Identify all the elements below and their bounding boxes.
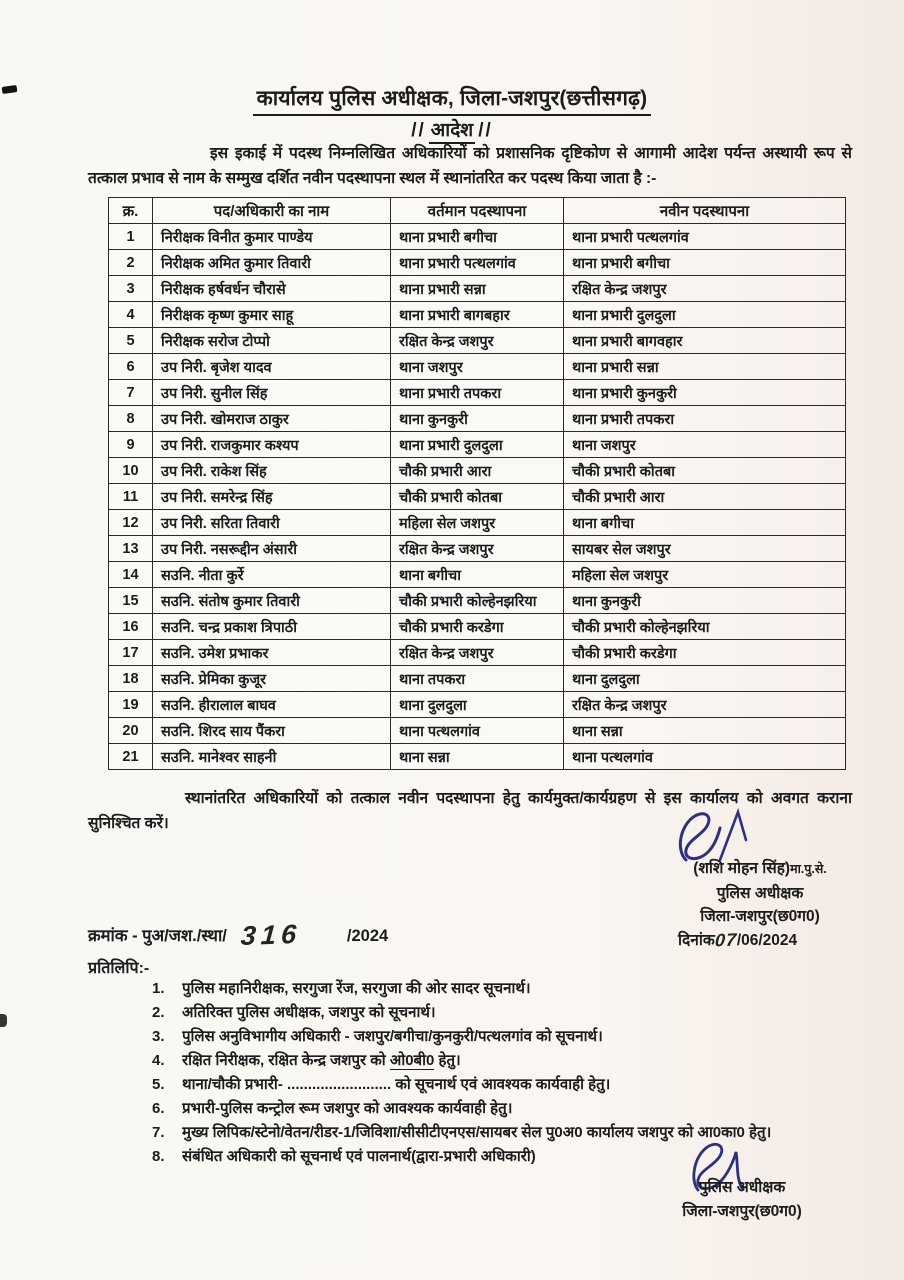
new-posting-cell: थाना दुलदुला (564, 666, 846, 692)
current-posting-cell: चौकी प्रभारी करडेगा (391, 614, 564, 640)
new-posting-cell: थाना प्रभारी तपकरा (564, 406, 846, 432)
copy-item-number: 8. (152, 1148, 165, 1165)
table-row (109, 432, 846, 458)
new-posting-cell: थाना प्रभारी दुलदुला (564, 302, 846, 328)
copy-item-number: 5. (152, 1076, 165, 1093)
serial-label: क्रमांक - पुअ/जश./स्था/ (88, 927, 227, 945)
current-posting-cell: रक्षित केन्द्र जशपुर (391, 328, 564, 354)
officer-name-cell: उप निरी. बृजेश यादव (153, 354, 391, 380)
copy-list-item (152, 1025, 858, 1049)
officer-name-cell: सउनि. हीरालाल बाघव (153, 692, 391, 718)
order-heading-suffix: // (478, 120, 493, 141)
table-row (109, 562, 846, 588)
copy-item-text (182, 1025, 858, 1049)
serial-cell: 18 (109, 666, 153, 692)
current-posting-cell: थाना प्रभारी बगीचा (391, 224, 564, 250)
table-row (109, 458, 846, 484)
table-row (109, 328, 846, 354)
serial-cell: 8 (109, 406, 153, 432)
current-posting-cell: थाना सन्ना (391, 744, 564, 770)
serial-cell: 7 (109, 380, 153, 406)
current-posting-cell: थाना तपकरा (391, 666, 564, 692)
current-posting-cell: महिला सेल जशपुर (391, 510, 564, 536)
date-rest: /06/2024 (736, 931, 798, 949)
table-row (109, 224, 846, 250)
copy-item-number: 7. (152, 1124, 165, 1141)
new-posting-cell: थाना प्रभारी बागवहार (564, 328, 846, 354)
underlined-segment: ओ0बी0 (389, 1052, 435, 1069)
copy-item-text (182, 1049, 858, 1073)
serial-cell: 3 (109, 276, 153, 302)
serial-cell: 21 (109, 744, 153, 770)
transfer-table (108, 197, 846, 770)
serial-cell: 9 (109, 432, 153, 458)
text-segment: हेतु। (434, 1052, 461, 1069)
serial-cell: 10 (109, 458, 153, 484)
copy-item-text (182, 1097, 858, 1121)
officer-name-cell: निरीक्षक सरोज टोप्पो (153, 328, 391, 354)
copy-item-text (182, 1001, 858, 1025)
serial-cell: 16 (109, 614, 153, 640)
serial-cell: 19 (109, 692, 153, 718)
copy-item-number: 4. (152, 1052, 165, 1069)
current-posting-cell: थाना बगीचा (391, 562, 564, 588)
current-posting-cell: थाना पत्थलगांव (391, 718, 564, 744)
closing-paragraph: स्थानांतरित अधिकारियों को तत्काल नवीन पदस्थापना हेतु कार्यमुक्त/कार्यग्रहण से इस कार्यालय को अवगत कराना सुनिश्चित करें। (88, 790, 852, 832)
new-posting-cell: रक्षित केन्द्र जशपुर (564, 692, 846, 718)
current-posting-cell: रक्षित केन्द्र जशपुर (391, 640, 564, 666)
table-row (109, 640, 846, 666)
serial-cell: 1 (109, 224, 153, 250)
serial-cell: 6 (109, 354, 153, 380)
officer-name-cell: उप निरी. समरेन्द्र सिंह (153, 484, 391, 510)
copy-item-number: 1. (152, 980, 165, 997)
current-posting-cell: थाना कुनकुरी (391, 406, 564, 432)
new-posting-cell: थाना कुनकुरी (564, 588, 846, 614)
serial-cell: 5 (109, 328, 153, 354)
officer-name-cell: उप निरी. नसरूद्दीन अंसारी (153, 536, 391, 562)
serial-cell: 2 (109, 250, 153, 276)
serial-cell: 13 (109, 536, 153, 562)
copy-list-item (152, 1097, 858, 1121)
current-posting-cell: थाना दुलदुला (391, 692, 564, 718)
serial-number-line (88, 920, 388, 951)
copy-list-item (152, 1049, 858, 1073)
copy-list-item (152, 1073, 858, 1097)
serial-cell: 12 (109, 510, 153, 536)
table-row (109, 484, 846, 510)
current-posting-cell: थाना प्रभारी सन्ना (391, 276, 564, 302)
officer-name-cell: सउनि. मानेश्वर साहनी (153, 744, 391, 770)
bottom-district: जिला-जशपुर(छ0ग0) (682, 1202, 802, 1220)
new-posting-cell: चौकी प्रभारी कोतबा (564, 458, 846, 484)
officer-name-cell: सउनि. संतोष कुमार तिवारी (153, 588, 391, 614)
text-segment: प्रभारी-पुलिस कन्ट्रोल रूम जशपुर को आवश्यक कार्यवाही हेतु। (182, 1100, 513, 1117)
officer-name-cell: उप निरी. सुनील सिंह (153, 380, 391, 406)
text-segment: थाना/चौकी प्रभारी- ......................... को सूचनार्थ एवं आवश्यक कार्यवाही हेतु। (182, 1076, 611, 1093)
current-posting-cell: थाना प्रभारी तपकरा (391, 380, 564, 406)
order-heading-word: आदेश (429, 120, 475, 144)
copy-item-number: 6. (152, 1100, 165, 1117)
scan-artifact-mark (0, 1014, 7, 1027)
signatory-service: मा.पु.से. (790, 862, 827, 876)
text-segment: अतिरिक्त पुलिस अधीक्षक, जशपुर को सूचनार्थ। (182, 1004, 436, 1021)
header-current-posting: वर्तमान पदस्थापना (391, 198, 564, 224)
officer-name-cell: उप निरी. खोमराज ठाकुर (153, 406, 391, 432)
copy-list-item (152, 977, 858, 1001)
table-header-row (109, 198, 846, 224)
officer-name-cell: उप निरी. राकेश सिंह (153, 458, 391, 484)
copies-heading: प्रतिलिपि:- (88, 960, 150, 977)
current-posting-cell: रक्षित केन्द्र जशपुर (391, 536, 564, 562)
table-row (109, 588, 846, 614)
copy-item-number: 3. (152, 1028, 165, 1045)
table-row (109, 250, 846, 276)
officer-name-cell: सउनि. उमेश प्रभाकर (153, 640, 391, 666)
text-segment: पुलिस महानिरीक्षक, सरगुजा रेंज, सरगुजा की ओर सादर सूचनार्थ। (182, 980, 531, 997)
new-posting-cell: थाना सन्ना (564, 718, 846, 744)
serial-cell: 20 (109, 718, 153, 744)
officer-name-cell: निरीक्षक हर्षवर्धन चौरासे (153, 276, 391, 302)
copy-item-text (182, 1073, 858, 1097)
officer-name-cell: निरीक्षक अमित कुमार तिवारी (153, 250, 391, 276)
table-row (109, 692, 846, 718)
table-row (109, 354, 846, 380)
officer-name-cell: सउनि. चन्द्र प्रकाश त्रिपाठी (153, 614, 391, 640)
handwritten-serial-number: 316 (239, 918, 303, 952)
serial-cell: 4 (109, 302, 153, 328)
new-posting-cell: चौकी प्रभारी करडेगा (564, 640, 846, 666)
copy-item-text (182, 977, 858, 1001)
text-segment: रक्षित निरीक्षक, रक्षित केन्द्र जशपुर को (182, 1052, 390, 1069)
header-officer-name: पद/अधिकारी का नाम (153, 198, 391, 224)
new-posting-cell: थाना बगीचा (564, 510, 846, 536)
table-row (109, 614, 846, 640)
current-posting-cell: थाना प्रभारी पत्थलगांव (391, 250, 564, 276)
table-row (109, 380, 846, 406)
signature-block-bottom (632, 1176, 852, 1223)
current-posting-cell: चौकी प्रभारी कोल्हेनझरिया (391, 588, 564, 614)
new-posting-cell: चौकी प्रभारी कोल्हेनझरिया (564, 614, 846, 640)
officer-name-cell: सउनि. नीता कुर्रे (153, 562, 391, 588)
serial-cell: 14 (109, 562, 153, 588)
table-row (109, 302, 846, 328)
officer-name-cell: उप निरी. राजकुमार कश्यप (153, 432, 391, 458)
copy-list-item (152, 1001, 858, 1025)
new-posting-cell: थाना प्रभारी कुनकुरी (564, 380, 846, 406)
new-posting-cell: महिला सेल जशपुर (564, 562, 846, 588)
handwritten-date: 07 (714, 929, 738, 950)
date-label: दिनांक (678, 931, 715, 949)
new-posting-cell: थाना प्रभारी सन्ना (564, 354, 846, 380)
current-posting-cell: थाना जशपुर (391, 354, 564, 380)
signatory-designation: पुलिस अधीक्षक (716, 884, 804, 902)
signatory-name-line (644, 857, 876, 882)
intro-paragraph: इस इकाई में पदस्थ निम्नलिखित अधिकारियों को प्रशासनिक दृष्टिकोण से आगामी आदेश पर्यन्त अस्थायी रूप से तत्काल प्रभाव से नाम के सम्मुख दर्शित नवीन पदस्थापना स्थल में स्थानांतरित कर पदस्थ किया जाता है :- (88, 145, 852, 187)
bottom-designation: पुलिस अधीक्षक (698, 1179, 786, 1196)
header-serial: क्र. (109, 198, 153, 224)
table-row (109, 666, 846, 692)
transfer-table-body (109, 224, 846, 770)
serial-cell: 15 (109, 588, 153, 614)
officer-name-cell: सउनि. शिरद साय पैंकरा (153, 718, 391, 744)
new-posting-cell: थाना प्रभारी पत्थलगांव (564, 224, 846, 250)
current-posting-cell: थाना प्रभारी बागबहार (391, 302, 564, 328)
table-row (109, 536, 846, 562)
serial-year: /2024 (346, 927, 389, 945)
table-row (109, 276, 846, 302)
new-posting-cell: थाना प्रभारी बगीचा (564, 250, 846, 276)
serial-cell: 11 (109, 484, 153, 510)
office-title: कार्यालय पुलिस अधीक्षक, जिला-जशपुर(छत्तीसगढ़) (253, 84, 652, 116)
order-heading (0, 116, 904, 142)
current-posting-cell: चौकी प्रभारी आरा (391, 458, 564, 484)
header-new-posting: नवीन पदस्थापना (564, 198, 846, 224)
table-row (109, 406, 846, 432)
officer-name-cell: उप निरी. सरिता तिवारी (153, 510, 391, 536)
new-posting-cell: चौकी प्रभारी आरा (564, 484, 846, 510)
serial-cell: 17 (109, 640, 153, 666)
officer-name-cell: निरीक्षक विनीत कुमार पाण्डेय (153, 224, 391, 250)
copy-item-number: 2. (152, 1004, 165, 1021)
new-posting-cell: थाना जशपुर (564, 432, 846, 458)
date-line (644, 929, 876, 953)
signatory-district: जिला-जशपुर(छ0ग0) (700, 908, 820, 925)
table-row (109, 510, 846, 536)
officer-name-cell: निरीक्षक कृष्ण कुमार साहू (153, 302, 391, 328)
new-posting-cell: सायबर सेल जशपुर (564, 536, 846, 562)
new-posting-cell: रक्षित केन्द्र जशपुर (564, 276, 846, 302)
current-posting-cell: थाना प्रभारी दुलदुला (391, 432, 564, 458)
text-segment: पुलिस अनुविभागीय अधिकारी - जशपुर/बगीचा/कुनकुरी/पत्थलगांव को सूचनार्थ। (182, 1028, 603, 1045)
text-segment: संबंधित अधिकारी को सूचनार्थ एवं पालनार्थ(द्वारा-प्रभारी अधिकारी) (182, 1148, 536, 1165)
table-row (109, 718, 846, 744)
signatory-name: (शशि मोहन सिंह) (693, 860, 791, 877)
signature-block-top (644, 857, 876, 952)
text-segment: मुख्य लिपिक/स्टेनो/वेतन/रीडर-1/जिविशा/सीसीटीएनएस/सायबर सेल पु0अ0 कार्यालय जशपुर को आ0का0 हेतु। (182, 1124, 772, 1141)
table-row (109, 744, 846, 770)
order-heading-prefix: // (411, 120, 426, 141)
officer-name-cell: सउनि. प्रेमिका कुजूर (153, 666, 391, 692)
current-posting-cell: चौकी प्रभारी कोतबा (391, 484, 564, 510)
new-posting-cell: थाना पत्थलगांव (564, 744, 846, 770)
